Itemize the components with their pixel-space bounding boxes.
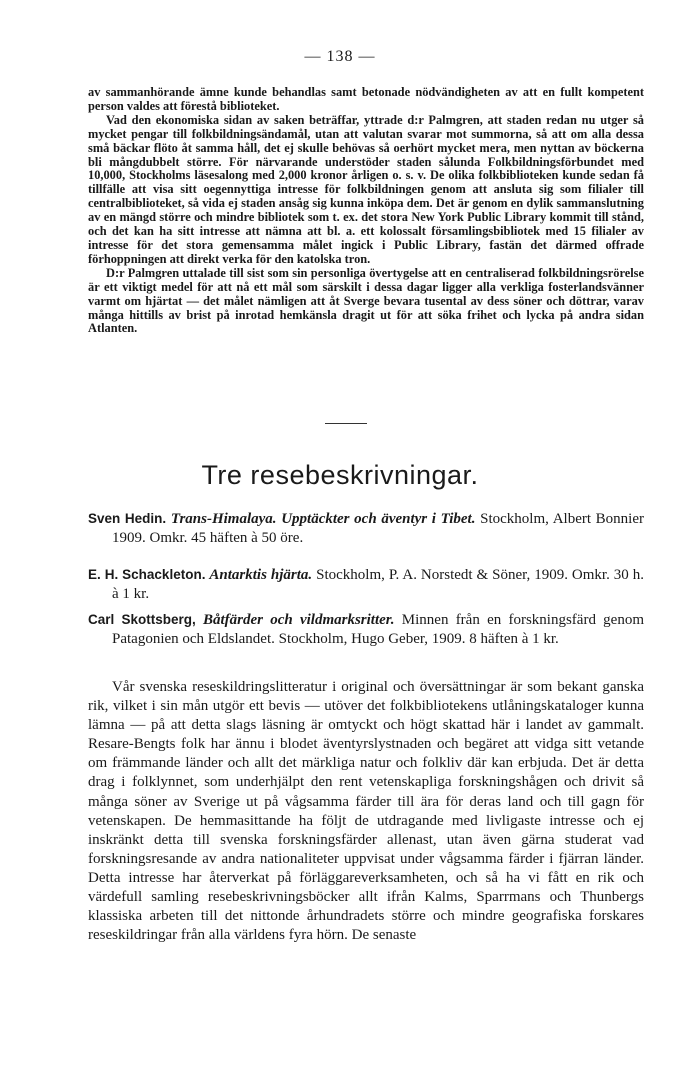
intro-paragraph-3: D:r Palmgren uttalade till sist som sin personliga övertygelse att en centraliserad folkbildningsrörelse är ett viktigt medel för att nå ett mål som särskilt i dessa dagar ligger alla verkliga fosterlandsvänner varmt om hjärtat — det målet nämligen att åt Sverge bevara tusental av dess söner och döttrar, varav många hittills av brist på inrotad hemkänsla dragit ut för att söka frihet och lycka på andra sidan Atlanten. bbox=[88, 265, 644, 336]
section-title: Tre resebeskrivningar. bbox=[201, 460, 479, 490]
section-separator bbox=[325, 423, 367, 424]
bibliography-entry bbox=[88, 509, 644, 548]
intro-paragraph-2: Vad den ekonomiska sidan av saken beträffar, yttrade d:r Palmgren, att staden redan nu utger så mycket pengar till folkbildningsändamål, utan att valutan svarar mot summorna, så att om alla dessa små bäckar flöto åt samma håll, det ej skulle behövas så oerhört mycket mera, men nyttan av böckerna bli mångdubbelt större. För närvarande understöder staden sålunda Folkbildningsförbundet med 10,000, Stockholms läsesalong med 2,000 kronor årligen o. s. v. De olika folkbiblioteken kunde sedan få tillfälle att visa sitt oegennyttiga intresse för folkbildningen genom att ansluta sig som filialer till centralbiblioteket, så vida ej staden ansåg sig kunna inköpa dem. Det är genom en dylik sammanslutning av en mängd större och mindre bibliotek som t. ex. det stora New York Public Library kommit till stånd, och det kan ha sitt intresse att nämna att bl. a. ett kolossalt församlingsbibliotek med 15 filialer av intresse för det stora gemensamma målet ingick i Public Library, fastän det därmed offrade förhoppningen att direkt verka för den katolska tron. bbox=[88, 112, 644, 266]
bibliography-entry bbox=[88, 565, 644, 604]
bib-work-title: Trans-Himalaya. Upptäckter och äventyr i Tibet. bbox=[170, 511, 476, 527]
intro-text bbox=[88, 86, 644, 336]
bib-work-title: Antarktis hjärta. bbox=[209, 567, 313, 583]
intro-paragraph-1: av sammanhörande ämne kunde behandlas samt betonade nödvändigheten av att en fullt kompetent person valdes att förestå biblioteket. bbox=[88, 85, 644, 113]
bib-details: Stockholm, Albert Bonnier 1909. Omkr. 45 häften à 50 öre. bbox=[112, 511, 645, 546]
page-number: — 138 — bbox=[304, 48, 376, 65]
review-body bbox=[88, 678, 644, 945]
bibliography-entry bbox=[88, 610, 644, 649]
review-paragraph: Vår svenska reseskildringslitteratur i original och översättningar är som bekant ganska rik, vilket i sin mån utgör ett bevis — utöver det folkbibliotekens utlåningskataloger kunna lämna — på att detta slags läsning är omtyckt och högt skattad här i landet av gammalt. Resare-Bengts folk har ännu i blodet äventyrslystnaden och begäret att vidga sitt vetande om främmande länder och allt det märkliga natur och folkliv där kan erbjuda. Det är detta drag i folklynnet, som underhjälpt den rent vetenskapliga forskningshågen och drivit så många söner av Sverige ut på vågsamma färder till ära för deras land och till gagn för vetenskapen. De hemmasittande ha följt de utdragande med livligaste intresse och ej inskränkt detta till svenska forskningsfärder allenast, utan även gärna studerat vad forskningsresande av andra nationaliteter uppvisat under vågsamma färder i fjärran länder. Detta intresse har återverkat på förläggareverksamheten, och så ha vi fått en rik och värdefull samling resebeskrivningsböcker allt ifrån Kalms, Sparrmans och Thunbergs klassiska arbeten till det nittonde århundradets större och mindre geografiska forskares reseskildringar från alla världens fyra hörn. De senaste bbox=[88, 679, 644, 944]
bib-details: Stockholm, P. A. Norstedt & Söner, 1909. Omkr. 30 h. à 1 kr. bbox=[112, 567, 645, 602]
bib-work-title: Båtfärder och vildmarksritter. bbox=[203, 612, 395, 628]
bib-details: Minnen från en forskningsfärd genom Patagonien och Eldslandet. Stockholm, Hugo Geber, 1909. 8 häften à 1 kr. bbox=[112, 612, 645, 647]
bib-author: Sven Hedin. bbox=[88, 511, 167, 526]
bib-author: Carl Skottsberg, bbox=[88, 612, 196, 627]
bib-author: E. H. Schackleton. bbox=[88, 567, 206, 582]
